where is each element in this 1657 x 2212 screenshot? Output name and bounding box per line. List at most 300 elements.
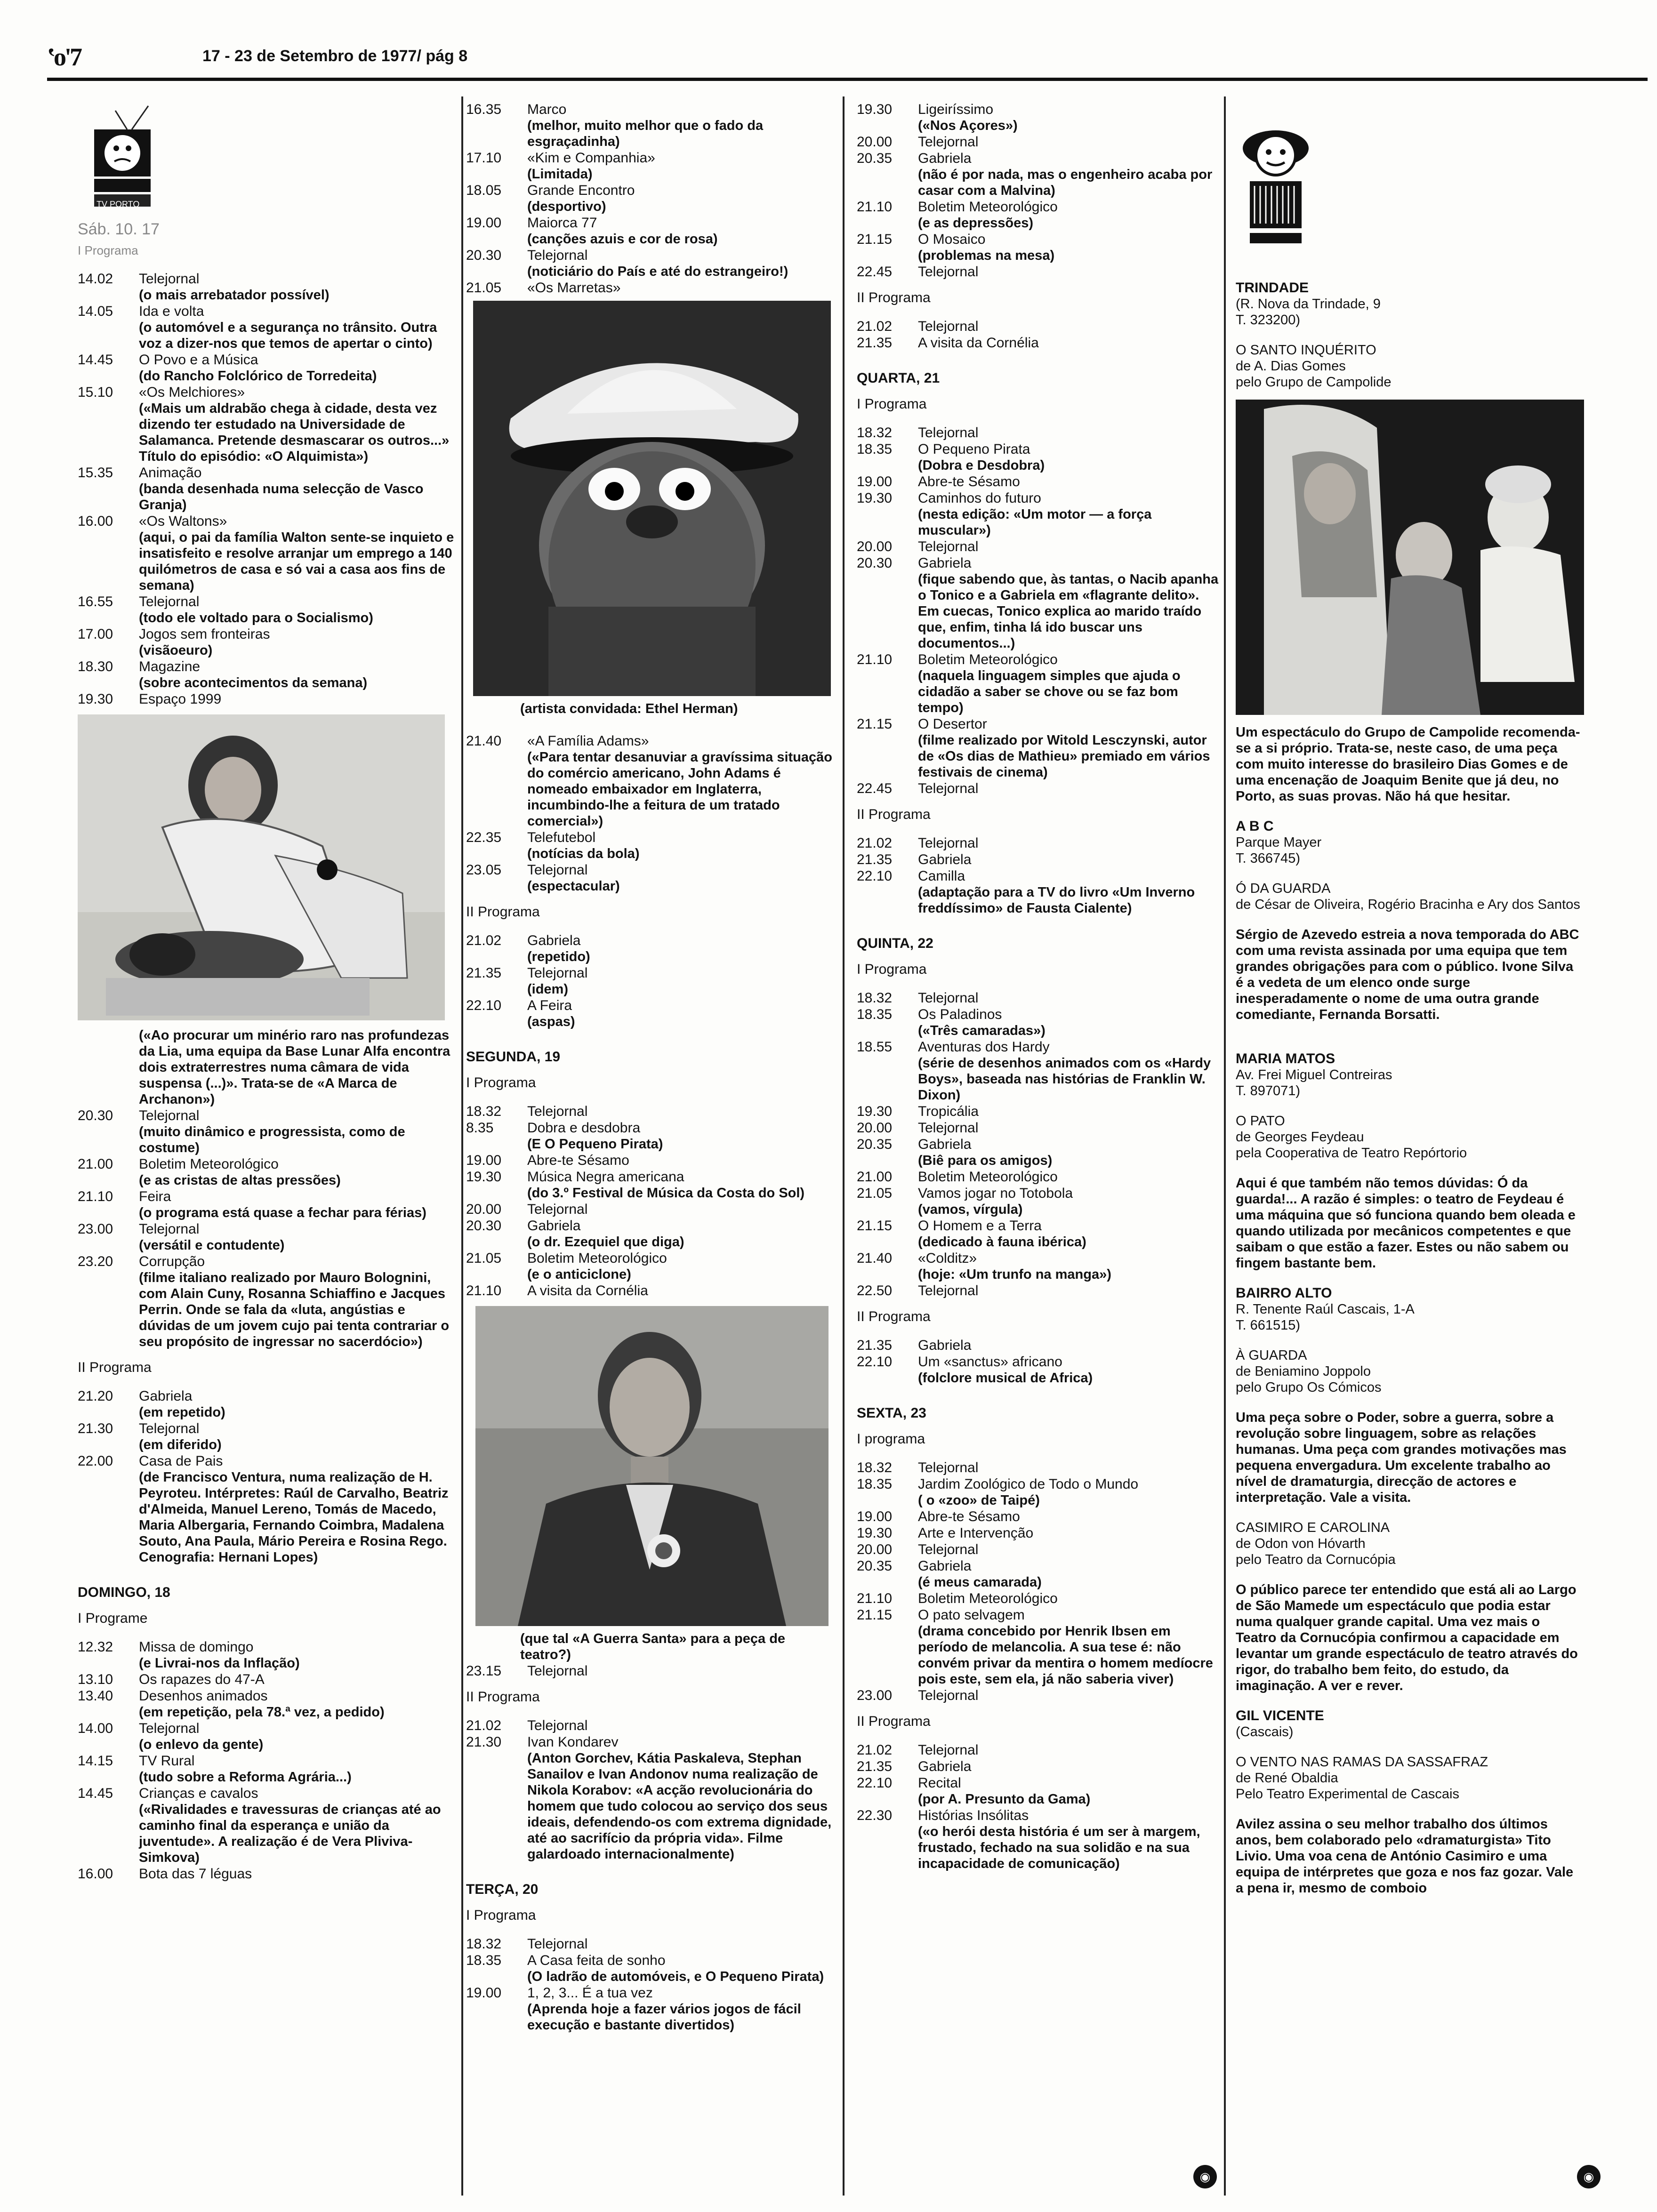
listing-title: Boletim Meteorológico [918, 1591, 1058, 1606]
column-1 [78, 101, 454, 1882]
listing-entry [78, 1107, 454, 1156]
listing-title: Um «sanctus» africano [918, 1354, 1062, 1370]
theatre-address: Av. Frei Miguel Contreiras [1236, 1067, 1392, 1082]
listing-time: 19.00 [857, 1509, 893, 1524]
listing-time: 14.00 [78, 1721, 113, 1736]
photo-astronaut [78, 714, 445, 1020]
listing-entry [466, 1218, 833, 1250]
listing-description: («Nos Açores») [918, 118, 1018, 133]
listing-time: 18.35 [857, 441, 893, 457]
listing-time: 14.05 [78, 304, 113, 319]
listing-entry [78, 593, 454, 626]
play-author: de Georges Feydeau [1236, 1130, 1364, 1145]
listing-title: Telejornal [918, 134, 979, 150]
listing-entry [466, 997, 833, 1030]
listing-entry [857, 473, 1219, 490]
listing-description: ( o «zoo» de Taipé) [918, 1493, 1040, 1508]
listing-time: 22.45 [857, 781, 893, 796]
listing-time: 13.10 [78, 1672, 113, 1687]
theatre-name: MARIA MATOS [1236, 1051, 1335, 1066]
listing-time: 17.00 [78, 626, 113, 642]
listing-title: A visita da Cornélia [918, 335, 1039, 351]
listing-entry [78, 1188, 454, 1221]
column-2 [466, 101, 833, 2033]
listing-title: Gabriela [918, 1558, 972, 1574]
theatre-name: BAIRRO ALTO [1236, 1285, 1332, 1301]
play-title: À GUARDA [1236, 1348, 1307, 1363]
listing-time: 21.10 [857, 199, 893, 215]
listing-entry [78, 1720, 454, 1753]
listing-title: Missa de domingo [139, 1639, 254, 1655]
listing-entry [78, 658, 454, 691]
listing-time: 23.15 [466, 1663, 502, 1679]
listing-title: Boletim Meteorológico [918, 1169, 1058, 1185]
listing-title: Telejornal [918, 539, 979, 554]
listing-entry [857, 1775, 1219, 1807]
listing-time: 22.35 [466, 830, 502, 845]
listing-description: (em repetição, pela 78.ª vez, a pedido) [139, 1705, 385, 1720]
listing-entry [466, 829, 833, 862]
listing-time: 14.45 [78, 1786, 113, 1801]
listing-title: Gabriela [527, 933, 581, 948]
listing-title: Telejornal [918, 319, 979, 334]
theatre-name: A B C [1236, 818, 1274, 834]
listing-entry [857, 1169, 1219, 1185]
listing-time: 15.35 [78, 465, 113, 481]
listing-entry [78, 1688, 454, 1720]
listing-entry [78, 1785, 454, 1866]
page-header [47, 42, 1648, 71]
listing-time: 21.35 [857, 335, 893, 351]
listing-title: Telejornal [918, 1742, 979, 1758]
theatre-address: Parque Mayer [1236, 835, 1322, 850]
program-label: I Programa [466, 1075, 536, 1090]
listing-time: 23.00 [857, 1688, 893, 1703]
listing-entry [466, 733, 833, 829]
program-label: I Programa [857, 396, 927, 412]
listing-entry [466, 1717, 833, 1734]
program-label: II Programa [466, 904, 540, 920]
listing-description: (banda desenhada numa selecção de Vasco Granja) [139, 481, 424, 513]
listing-time: 21.30 [78, 1421, 113, 1436]
play-title: O SANTO INQUÉRITO [1236, 343, 1376, 358]
program-label: I Programa [78, 243, 138, 257]
theatre-phone: T. 897071) [1236, 1083, 1301, 1098]
listing-time: 22.00 [78, 1453, 113, 1469]
listing-entry [78, 303, 454, 352]
listing-title: Telejornal [918, 264, 979, 280]
listing-description: («Três camaradas») [918, 1023, 1046, 1038]
listing-time: 19.30 [466, 1169, 502, 1185]
column-divider [843, 96, 845, 2196]
listing-title: O Homem e a Terra [918, 1218, 1042, 1234]
listing-entry [78, 626, 454, 658]
listing-description: (de Francisco Ventura, numa realização de H. Peyroteu. Intérpretes: Raúl de Carvalho, Beatriz d'Almeida, Manuel Lereno, Tomás de Macedo, Maria Albergaria, Fernando Coimbra, Madalena Souto, Ana Paula, Mário Pereira e Rosina Rego. Cenografia: Hernani Lopes) [139, 1470, 449, 1565]
listing-entry [857, 1337, 1219, 1354]
listing-description: (sobre acontecimentos da semana) [139, 675, 368, 690]
play-title: O PATO [1236, 1114, 1285, 1129]
listing-time: 21.35 [857, 852, 893, 867]
listing-entry [857, 716, 1219, 780]
listing-title: Feira [139, 1189, 171, 1204]
listing-title: Telejornal [139, 594, 200, 609]
listing-entry [857, 1607, 1219, 1687]
review-text: Aqui é que também não temos dúvidas: Ó da guarda!... A razão é simples: o teatro de Feydeau é uma máquina que só funciona quando bem oleada e quando utilizada por mecânicos competentes e que saibam o que estão a fazer. Estes ou não sabem ou fingem bastante bem. [1236, 1176, 1576, 1271]
listing-entry [857, 990, 1219, 1006]
listing-description: (série de desenhos animados com os «Hardy Boys», baseada nas histórias de Franklin W. Dixon) [918, 1056, 1211, 1103]
listing-description: (adaptação para a TV do livro «Um Inverno freddíssimo» de Fausta Cialente) [918, 885, 1195, 916]
listing-description: (versátil e contudente) [139, 1238, 285, 1253]
program-label: I Programa [857, 962, 927, 977]
day-header-domingo: DOMINGO, 18 [78, 1585, 170, 1600]
listing-entry [466, 1152, 833, 1169]
listing-time: 19.30 [857, 490, 893, 506]
listing-entry [857, 425, 1219, 441]
listing-description: (O ladrão de automóveis, e O Pequeno Pirata) [527, 1969, 824, 1984]
listing-time: 14.15 [78, 1753, 113, 1769]
listing-time: 18.55 [857, 1039, 893, 1055]
listing-description: (e Livrai-nos da Inflação) [139, 1656, 300, 1671]
column-divider [1224, 96, 1226, 2196]
listing-time: 22.10 [466, 998, 502, 1013]
listing-description: («o herói desta história é um ser à margem, frustado, fechado na sua solidão e na sua incapacidade de comunicação) [918, 1824, 1200, 1871]
day-header-terca: TERÇA, 20 [466, 1882, 539, 1897]
listing-entry [857, 1354, 1219, 1386]
tv-porto-label: TV PORTO [97, 200, 140, 209]
listing-description: (fique sabendo que, às tantas, o Nacib apanha o Tonico e a Gabriela em «flagrante delito». Em cuecas, Tonico explica ao marido traído que, enfim, tinha lá ido buscar uns documentos...) [918, 572, 1219, 651]
listing-entry [857, 651, 1219, 716]
listing-entry [857, 1136, 1219, 1169]
listing-entry [466, 1663, 833, 1679]
listing-title: Telejornal [139, 271, 200, 287]
listing-time: 21.02 [857, 1742, 893, 1758]
listing-title: Bota das 7 léguas [139, 1866, 252, 1882]
listing-entry [466, 1985, 833, 2033]
listing-entry [857, 851, 1219, 868]
listing-time: 20.00 [466, 1202, 502, 1217]
listing-title: Crianças e cavalos [139, 1786, 258, 1801]
listing-title: Telejornal [918, 990, 979, 1006]
listing-entry [857, 1006, 1219, 1039]
photo-stage-play [1236, 400, 1584, 715]
listing-title: Dobra e desdobra [527, 1120, 641, 1136]
listing-title: Vamos jogar no Totobola [918, 1186, 1073, 1201]
listing-entry [466, 965, 833, 997]
listing-entry [857, 780, 1219, 797]
listing-time: 21.15 [857, 1607, 893, 1623]
listing-title: Jardim Zoológico de Todo o Mundo [918, 1476, 1139, 1492]
listing-entry [466, 101, 833, 150]
listing-title: Telejornal [527, 862, 588, 878]
theatre-address: (Cascais) [1236, 1724, 1294, 1739]
listing-time: 14.45 [78, 352, 113, 368]
listing-time: 19.30 [857, 102, 893, 117]
listing-entry [466, 182, 833, 215]
review-text: Um espectáculo do Grupo de Campolide recomenda-se a si próprio. Trata-se, neste caso, de uma peça com muito interesse do brasileiro Dias Gomes e de uma encenação de Joaquim Benite que já deu, no Porto, as suas provas. Não há que hesitar. [1236, 725, 1580, 804]
listing-time: 18.35 [857, 1007, 893, 1022]
listing-title: Boletim Meteorológico [139, 1156, 279, 1172]
listing-title: Telefutebol [527, 830, 596, 845]
listing-entry [857, 1476, 1219, 1508]
listing-title: Telejornal [527, 965, 588, 981]
listing-title: Telejornal [139, 1221, 200, 1237]
listing-entry [857, 1590, 1219, 1607]
play-company: pela Cooperativa de Teatro Repórtorio [1236, 1146, 1467, 1161]
listing-title: «Os Melchiores» [139, 385, 245, 400]
listing-entry [857, 1039, 1219, 1103]
listing-entry [857, 1807, 1219, 1872]
listing-time: 21.35 [857, 1338, 893, 1353]
listing-time: 20.30 [466, 248, 502, 263]
decorative-badge-icon: ◉ [1193, 2165, 1217, 2188]
listing-title: Aventuras dos Hardy [918, 1039, 1050, 1055]
listing-description: (do 3.º Festival de Música da Costa do Sol) [527, 1186, 805, 1201]
listing-entry [78, 1420, 454, 1453]
listing-entry [466, 1282, 833, 1299]
listing-time: 17.10 [466, 150, 502, 166]
play-author: de Odon von Hóvarth [1236, 1536, 1366, 1551]
listing-entry [857, 1687, 1219, 1704]
listing-title: Telejornal [527, 1202, 588, 1217]
listing-time: 20.30 [857, 555, 893, 571]
listing-entry [466, 1201, 833, 1218]
listing-entry [857, 1459, 1219, 1476]
listing-title: Recital [918, 1775, 961, 1791]
listing-title: «A Família Adams» [527, 733, 649, 749]
listing-entry [78, 271, 454, 303]
program-label: II Programa [78, 1360, 152, 1375]
listing-title: Os Paladinos [918, 1007, 1002, 1022]
listing-time: 22.30 [857, 1808, 893, 1823]
listing-description: («Rivalidades e travessuras de crianças até ao caminho final da esperança e união da juventude». A realização é de Vera Pliviva-Simkova) [139, 1802, 441, 1865]
listing-description: (tudo sobre a Reforma Agrária...) [139, 1770, 352, 1785]
listing-entry [857, 1508, 1219, 1525]
listing-time: 21.10 [857, 652, 893, 667]
listing-title: Telejornal [918, 781, 979, 796]
listing-title: Telejornal [527, 1663, 588, 1679]
decorative-badge-icon: ◉ [1577, 2165, 1601, 2188]
listing-description: (aqui, o pai da família Walton sente-se inquieto e insatisfeito e resolve arranjar um emprego a 140 quilómetros de casa e só vai a casa aos fins de semana) [139, 530, 454, 593]
listing-time: 20.00 [857, 134, 893, 150]
listing-description: (drama concebido por Henrik Ibsen em período de melancolia. A sua tese é: não convém privar da mentira o homem medíocre pois este, sem ela, já não saberia viver) [918, 1624, 1213, 1687]
play-company: pelo Grupo de Campolide [1236, 375, 1392, 390]
listing-entry [466, 1936, 833, 1952]
listing-time: 21.10 [78, 1189, 113, 1204]
listing-entry [466, 862, 833, 894]
listing-title: Telejornal [918, 1542, 979, 1557]
listing-time: 12.32 [78, 1639, 113, 1655]
listing-time: 21.05 [466, 1250, 502, 1266]
listing-entry [78, 465, 454, 513]
listing-time: 8.35 [466, 1120, 494, 1136]
listing-time: 21.35 [466, 965, 502, 981]
day-header-segunda: SEGUNDA, 19 [466, 1049, 561, 1065]
photo-muppet [473, 301, 831, 696]
listing-entry [857, 231, 1219, 264]
listing-time: 23.00 [78, 1221, 113, 1237]
listing-description: (do Rancho Folclórico de Torredeita) [139, 369, 377, 384]
listing-title: Abre-te Sésamo [527, 1153, 629, 1168]
listing-title: «Os Waltons» [139, 513, 227, 529]
listing-entry [857, 1558, 1219, 1590]
listing-time: 21.15 [857, 232, 893, 247]
listing-time: 19.30 [857, 1525, 893, 1541]
listing-entry [466, 150, 833, 182]
listing-entry [857, 134, 1219, 150]
play-author: de A. Dias Gomes [1236, 359, 1346, 374]
listing-time: 22.10 [857, 868, 893, 884]
listing-description: (o automóvel e a segurança no trânsito. Outra voz a dizer-nos que temos de apertar o cinto) [139, 320, 437, 351]
listing-title: Telejornal [139, 1721, 200, 1736]
listing-entry [466, 247, 833, 280]
listing-description: (Dobra e Desdobra) [918, 458, 1045, 473]
listing-entry [857, 335, 1219, 351]
review-text: Uma peça sobre o Poder, sobre a guerra, sobre a revolução sobre linguagem, sobre as relações humanas. Uma peça com grandes motivações mas pequena envergadura. Um excelente trabalho ao nível de dramaturgia, direcção de actores e interpretação. Vale a visita. [1236, 1410, 1567, 1505]
listing-description: (repetido) [527, 949, 590, 964]
listing-time: 21.02 [857, 835, 893, 851]
listing-time: 14.02 [78, 271, 113, 287]
listing-time: 21.40 [466, 733, 502, 749]
listing-entry [857, 150, 1219, 199]
listing-description: (o programa está quase a fechar para férias) [139, 1205, 426, 1220]
listing-entry [78, 513, 454, 593]
listing-time: 23.05 [466, 862, 502, 878]
listing-title: Telejornal [918, 425, 979, 441]
listing-entry [857, 1541, 1219, 1558]
listing-entry [78, 1221, 454, 1253]
listing-title: Magazine [139, 659, 201, 674]
listing-time: 20.35 [857, 1558, 893, 1574]
listing-time: 20.35 [857, 1137, 893, 1152]
listing-time: 18.30 [78, 659, 113, 674]
listing-entry [78, 1639, 454, 1671]
listing-entry [78, 1753, 454, 1785]
listing-time: 18.35 [857, 1476, 893, 1492]
listing-entry [78, 384, 454, 465]
listing-title: O pato selvagem [918, 1607, 1025, 1623]
listing-time: 18.32 [857, 990, 893, 1006]
day-header-sexta: SEXTA, 23 [857, 1405, 926, 1421]
listing-time: 21.10 [466, 1283, 502, 1298]
listing-time: 18.32 [857, 425, 893, 441]
listing-time: 20.00 [857, 1120, 893, 1136]
listing-time: 22.10 [857, 1775, 893, 1791]
listing-time: 21.35 [857, 1759, 893, 1774]
listing-title: «Os Marretas» [527, 280, 621, 296]
listing-time: 22.45 [857, 264, 893, 280]
listing-title: Os rapazes do 47-A [139, 1672, 265, 1687]
listing-time: 20.00 [857, 1542, 893, 1557]
listing-title: Música Negra americana [527, 1169, 684, 1185]
listing-time: 19.00 [466, 1153, 502, 1168]
listing-time: 19.00 [466, 215, 502, 231]
listing-title: Maiorca 77 [527, 215, 597, 231]
listing-title: Ida e volta [139, 304, 204, 319]
theatre-address: (R. Nova da Trindade, 9 [1236, 297, 1381, 312]
listing-entry [857, 835, 1219, 851]
program-label: I Programe [78, 1611, 148, 1626]
listing-time: 15.10 [78, 385, 113, 400]
listing-time: 21.10 [857, 1591, 893, 1606]
listing-title: Arte e Intervenção [918, 1525, 1034, 1541]
listing-description: (em diferido) [139, 1437, 222, 1452]
listing-description: (Anton Gorchev, Kátia Paskaleva, Stephan Sanailov e Ivan Andonov numa realização de Nikola Korabov: «A acção revolucionária do homem que tudo colocou ao serviço dos seus ideais, defendendo-os com extrema dignidade, até ao sacrifício da própria vida». Filme galardoado internacionalmente) [527, 1751, 832, 1862]
listing-time: 18.35 [466, 1953, 502, 1968]
listing-description: (todo ele voltado para o Socialismo) [139, 610, 373, 625]
listing-entry [857, 1525, 1219, 1541]
listing-entry [466, 1103, 833, 1120]
listing-time: 18.32 [857, 1460, 893, 1475]
listing-title: Corrupção [139, 1254, 205, 1269]
listing-description: (filme italiano realizado por Mauro Bolognini, com Alain Cuny, Rosanna Schiaffino e Jacques Perrin. Onde se fala da «luta, angústias e dúvidas de um jovem cujo pai tenta contrariar o seu propósito de ingressar no sacerdócio») [139, 1270, 450, 1349]
listing-description: (o mais arrebatador possível) [139, 288, 330, 303]
listing-description: (é meus camarada) [918, 1575, 1042, 1590]
photo-man [475, 1306, 828, 1626]
listing-title: Caminhos do futuro [918, 490, 1041, 506]
column-divider [461, 96, 463, 2196]
listing-time: 21.02 [857, 319, 893, 334]
program-label: II Programa [857, 807, 931, 822]
listing-description: (visãoeuro) [139, 643, 213, 658]
listing-title: Gabriela [918, 1759, 972, 1774]
listing-entry [857, 1120, 1219, 1136]
listing-title: Casa de Pais [139, 1453, 223, 1469]
theatre-phone: T. 661515) [1236, 1318, 1301, 1333]
listing-title: Gabriela [918, 1137, 972, 1152]
listing-entry [857, 555, 1219, 651]
listing-time: 20.00 [857, 539, 893, 554]
listing-title: Telejornal [527, 1718, 588, 1733]
listing-description: (nesta edição: «Um motor — a força muscular») [918, 507, 1152, 538]
listing-description: (muito dinâmico e progressista, como de costume) [139, 1124, 405, 1155]
play-author: de René Obaldia [1236, 1771, 1338, 1786]
listing-description: (hoje: «Um trunfo na manga») [918, 1267, 1111, 1282]
listing-description: (Biê para os amigos) [918, 1153, 1053, 1168]
program-label: I Programa [466, 1907, 536, 1923]
listing-title: Tropicália [918, 1104, 979, 1119]
listing-description: (noticiário do País e até do estrangeiro!) [527, 264, 788, 279]
listing-description: (o enlevo da gente) [139, 1737, 264, 1752]
listing-entry [857, 199, 1219, 231]
listing-title: Gabriela [918, 151, 972, 166]
listing-entry [857, 1185, 1219, 1218]
listing-time: 19.00 [857, 474, 893, 489]
listing-time: 21.00 [78, 1156, 113, 1172]
listing-description: (por A. Presunto da Gama) [918, 1792, 1091, 1807]
listing-time: 16.00 [78, 513, 113, 529]
listing-title: Abre-te Sésamo [918, 474, 1020, 489]
listing-title: Grande Encontro [527, 183, 635, 198]
listing-title: A Casa feita de sonho [527, 1953, 666, 1968]
listing-entry [78, 352, 454, 384]
listing-title: Telejornal [139, 1421, 200, 1436]
listing-entry [857, 101, 1219, 134]
listing-description: («Para tentar desanuviar a gravíssima situação do comércio americano, John Adams é nomeado embaixador em Inglaterra, incumbindo-lhe a feitura de um tratado comercial») [527, 750, 832, 829]
listing-title: Animação [139, 465, 202, 481]
listing-time: 16.55 [78, 594, 113, 609]
listing-time: 19.00 [466, 1985, 502, 2001]
listing-title: A Feira [527, 998, 572, 1013]
listing-title: Desenhos animados [139, 1688, 268, 1704]
review-text: Avilez assina o seu melhor trabalho dos últimos anos, bem colaborado pelo «dramaturgista» Tito Livio. Uma voa cena de António Casimiro e uma equipa de intérpretes que goza e nos faz gozar. Vale a pena ir, mesmo de comboio [1236, 1817, 1574, 1896]
listing-time: 13.40 [78, 1688, 113, 1704]
play-company: Pelo Teatro Experimental de Cascais [1236, 1787, 1459, 1802]
review-text: O público parece ter entendido que está ali ao Largo de São Mamede um espectáculo que podia estar numa qualquer grande capital. Uma vez mais o Teatro da Cornucópia confirmou a capacidade em levantar um grande espectáculo de teatro através do rigor, do trabalho bem feito, do estudo, da imaginação. A ver e rever. [1236, 1582, 1578, 1693]
listing-title: Boletim Meteorológico [918, 652, 1058, 667]
listing-time: 20.30 [466, 1218, 502, 1234]
day-header-quinta: QUINTA, 22 [857, 936, 933, 951]
listing-description: (e as depressões) [918, 216, 1034, 231]
